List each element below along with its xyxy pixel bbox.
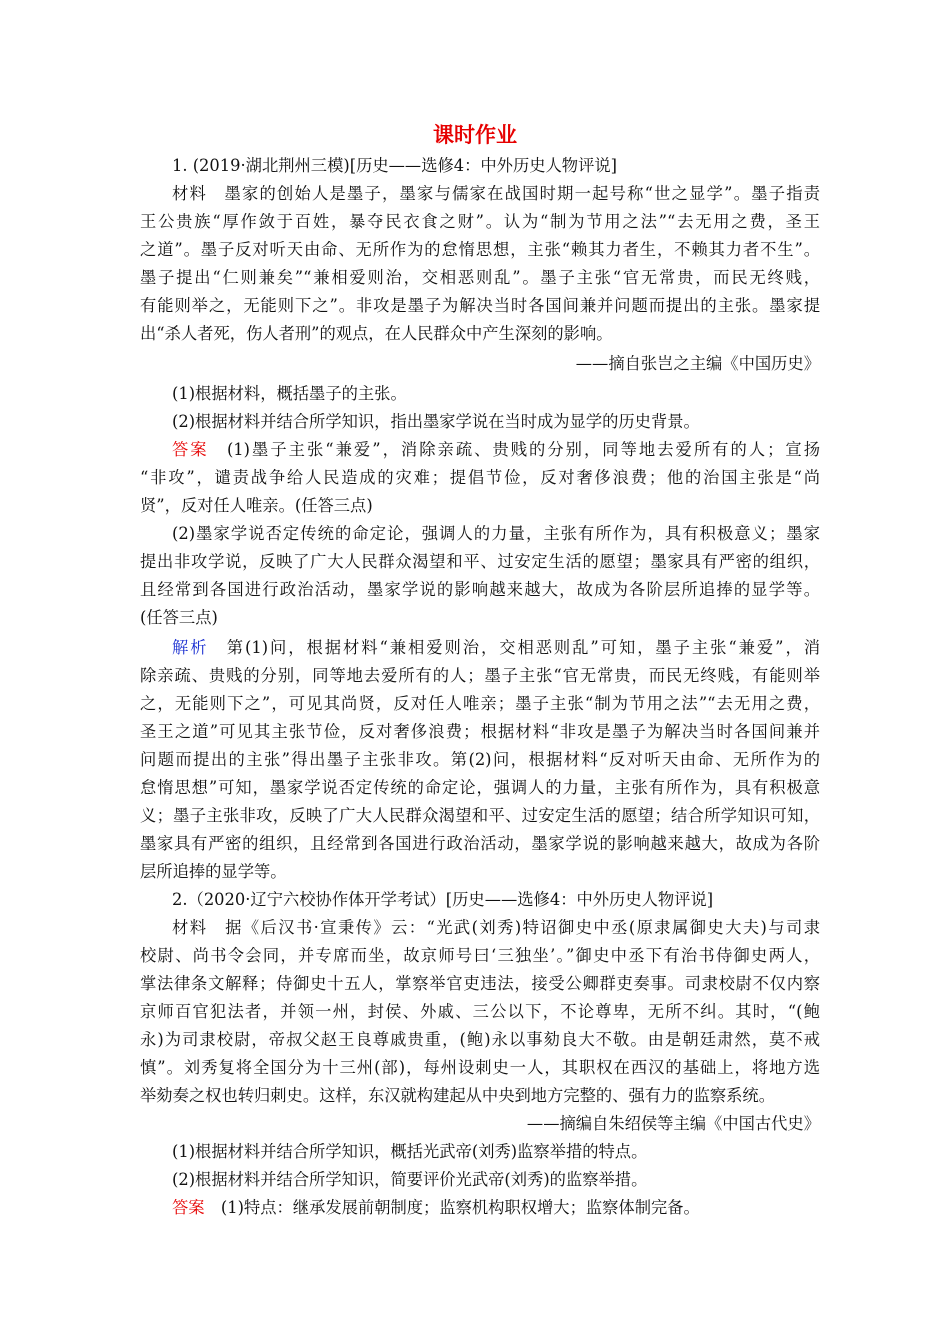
q1-material-line: 之道”。墨子反对听天由命、无所作为的怠惰思想，主张“赖其力者生，不赖其力者不生”。 xyxy=(140,240,820,259)
material-label: 材料 xyxy=(172,918,208,937)
q1-analysis-line: 问题而提出的主张”得出墨子主张非攻。第(2)问，根据材料“反对听天由命、无所作为的 xyxy=(140,750,820,769)
q1-subquestion-1: (1)根据材料，概括墨子的主张。 xyxy=(172,384,407,403)
q1-material-line: 王公贵族“厚作敛于百姓，暴夺民衣食之财”。认为“制为节用之法”“去无用之费，圣王 xyxy=(140,212,820,231)
q2-header: 2.（2020·辽宁六校协作体开学考试）[历史——选修4：中外历史人物评说] xyxy=(172,890,714,909)
q2-material-line: 掌法律条文解释；侍御史十五人，掌察举官吏违法，接受公卿群吏奏事。司隶校尉不仅内察 xyxy=(140,974,820,993)
q1-material-line: 出“杀人者死，伤人者刑”的观点，在人民群众中产生深刻的影响。 xyxy=(140,324,613,343)
page-title: 课时作业 xyxy=(433,123,517,147)
material-label: 材料 xyxy=(172,184,208,203)
q1-analysis-line: 义；墨子主张非攻，反映了广大人民群众渴望和平、过安定生活的愿望；结合所学知识可知， xyxy=(140,806,820,825)
q1-analysis-line: 解析 第(1)问，根据材料“兼相爱则治，交相恶则乱”可知，墨子主张“兼爱”，消 xyxy=(172,638,820,657)
q1-answer-line: (任答三点) xyxy=(140,608,218,627)
q2-material-line: 举劾奏之权也转归刺史。这样，东汉就构建起从中央到地方完整的、强有力的监察系统。 xyxy=(140,1086,775,1105)
q2-material-line: 永)为司隶校尉，帝叔父赵王良尊戚贵重，(鲍)永以事劾良大不敬。由是朝廷肃然，莫不戒 xyxy=(140,1030,820,1049)
q2-material-line: 材料 据《后汉书·宣秉传》云：“光武(刘秀)特诏御史中丞(原隶属御史大夫)与司隶 xyxy=(172,918,820,937)
q1-answer-line: 贤”，反对任人唯亲。(任答三点) xyxy=(140,496,373,515)
q1-analysis-line: 怠惰思想”可知，墨家学说否定传统的命定论，强调人的力量，主张有所作为，具有积极意 xyxy=(140,778,820,797)
q2-material-line: 京师百官犯法者，并领一州，封侯、外戚、三公以下，不论尊卑，无所不纠。其时，“(鲍 xyxy=(140,1002,820,1021)
q1-analysis-line: 墨家具有严密的组织，且经常到各国进行政治活动，墨家学说的影响越来越大，故成为各阶 xyxy=(140,834,820,853)
analysis-label: 解析 xyxy=(172,638,209,657)
q1-material-line: 有能则举之，无能则下之”。非攻是墨子为解决当时各国间兼并问题而提出的主张。墨家提 xyxy=(140,296,820,315)
q1-material-line: 墨子提出“仁则兼矣”“兼相爱则治，交相恶则乱”。墨子主张“官无常贵，而民无终贱， xyxy=(140,268,820,287)
q2-subquestion-2: (2)根据材料并结合所学知识，简要评价光武帝(刘秀)的监察举措。 xyxy=(172,1170,648,1189)
q1-subquestion-2: (2)根据材料并结合所学知识，指出墨家学说在当时成为显学的历史背景。 xyxy=(172,412,700,431)
q1-source: ——摘自张岂之主编《中国历史》 xyxy=(575,354,820,373)
q1-answer-line: 提出非攻学说，反映了广大人民群众渴望和平、过安定生活的愿望；墨家具有严密的组织， xyxy=(140,552,820,571)
q1-header: 1. (2019·湖北荆州三模)[历史——选修4：中外历史人物评说] xyxy=(172,156,617,175)
q1-answer-line: 且经常到各国进行政治活动，墨家学说的影响越来越大，故成为各阶层所追捧的显学等。 xyxy=(140,580,820,599)
q1-material-line: 材料 墨家的创始人是墨子，墨家与儒家在战国时期一起号称“世之显学”。墨子指责 xyxy=(172,184,820,203)
q1-analysis-line: 之，无能则下之”，可见其尚贤，反对任人唯亲；墨子主张“制为节用之法”“去无用之费， xyxy=(140,694,820,713)
q1-answer-line: (2)墨家学说否定传统的命定论，强调人的力量，主张有所作为，具有积极意义；墨家 xyxy=(172,524,820,543)
q2-answer-line: 答案 (1)特点：继承发展前朝制度；监察机构职权增大；监察体制完备。 xyxy=(172,1198,700,1217)
q2-subquestion-1: (1)根据材料并结合所学知识，概括光武帝(刘秀)监察举措的特点。 xyxy=(172,1142,648,1161)
q2-source: ——摘编自朱绍侯等主编《中国古代史》 xyxy=(526,1114,820,1133)
answer-label: 答案 xyxy=(172,1198,205,1217)
q1-analysis-line: 除亲疏、贵贱的分别，同等地去爱所有的人；墨子主张“官无常贵，而民无终贱，有能则举 xyxy=(140,666,820,685)
q2-material-line: 慎”。刘秀复将全国分为十三州(部)，每州设刺史一人，其职权在西汉的基础上，将地方选 xyxy=(140,1058,820,1077)
q1-analysis-line: 圣王之道”可见其主张节俭，反对奢侈浪费；根据材料“非攻是墨子为解决当时各国间兼并 xyxy=(140,722,820,741)
q1-answer-line: 答案 (1)墨子主张“兼爱”，消除亲疏、贵贱的分别，同等地去爱所有的人；宣扬 xyxy=(172,440,820,459)
answer-label: 答案 xyxy=(172,440,209,459)
q1-analysis-line: 层所追捧的显学等。 xyxy=(140,862,287,881)
q1-answer-line: “非攻”，谴责战争给人民造成的灾难；提倡节俭，反对奢侈浪费；他的治国主张是“尚 xyxy=(140,468,820,487)
q2-material-line: 校尉、尚书令会同，并专席而坐，故京师号曰‘三独坐’。”御史中丞下有治书侍御史两人， xyxy=(140,946,820,965)
